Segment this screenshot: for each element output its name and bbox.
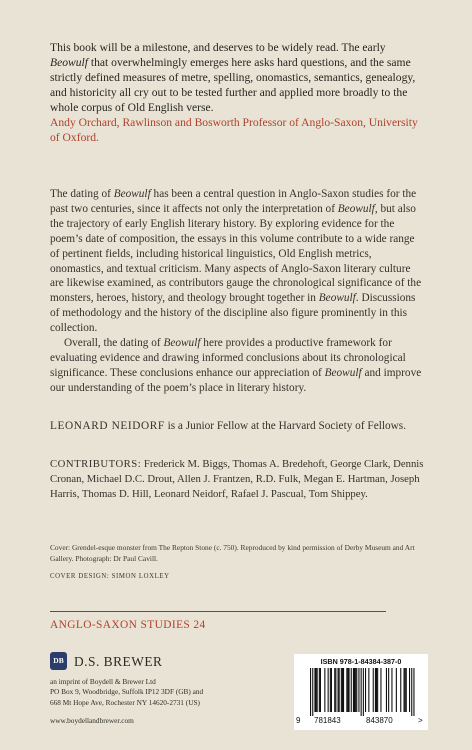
- barcode-bar: [319, 668, 320, 712]
- barcode-bar: [365, 668, 366, 712]
- barcode-bar: [328, 668, 329, 712]
- barcode-bar: [342, 668, 343, 712]
- barcode-digit-group: 781843: [314, 716, 341, 725]
- description-blurb: [50, 187, 425, 396]
- blurb-text: . Discussions of methodology and the history of the discipline also figure prominently in this collection.: [50, 292, 416, 335]
- barcode-bar: [316, 668, 317, 712]
- barcode-bar: [376, 668, 377, 712]
- contributors-list: [50, 457, 425, 502]
- author-bio-text: is a Junior Fellow at the Harvard Society of Fellows.: [164, 420, 407, 432]
- barcode-bar: [312, 668, 313, 716]
- blurb-text: and improve our understanding of the poem’s place in literary history.: [50, 366, 422, 394]
- barcode-bar: [335, 668, 336, 712]
- contributors-label: CONTRIBUTORS:: [50, 458, 142, 470]
- publisher-address: [50, 677, 203, 708]
- barcode-bar: [353, 668, 354, 712]
- quote-text-start: This book will be a milestone, and deserves to be widely read. The early: [50, 41, 386, 54]
- cover-credit: Cover: Grendel-esque monster from The Repton Stone (c. 750). Reproduced by kind permission of Derby Museum and Art Gallery. Photograph: Dr Paul Cavill.: [50, 543, 415, 563]
- divider-rule: [50, 611, 386, 612]
- barcode-bar: [343, 668, 344, 712]
- blurb-text: Overall, the dating of: [64, 337, 164, 350]
- barcode-bar: [320, 668, 321, 712]
- barcode-bar: [411, 668, 412, 716]
- publisher-name: D.S. BREWER: [74, 654, 163, 669]
- barcode-bar: [388, 668, 389, 712]
- barcode-bar: [334, 668, 335, 712]
- barcode-digit-group: 843870: [366, 716, 393, 725]
- barcode-bar: [314, 668, 315, 712]
- barcode-bar: [347, 668, 348, 712]
- barcode-bar: [405, 668, 406, 712]
- barcode-bar: [339, 668, 340, 712]
- blurb-text: has been a central question in Anglo-Saxon studies for the past two centuries, since it affects not only the interpretation of: [50, 188, 417, 215]
- barcode-digit-group: 9: [296, 716, 301, 725]
- isbn-barcode: [294, 654, 428, 730]
- barcode-bar: [358, 668, 359, 712]
- barcode-bar: [373, 668, 374, 712]
- barcode-bar: [400, 668, 401, 712]
- address-line: 668 Mt Hope Ave, Rochester NY 14620-2731 (US): [50, 697, 200, 707]
- barcode-bar: [355, 668, 356, 712]
- barcode-bar: [351, 668, 352, 712]
- barcode-bar: [338, 668, 339, 712]
- barcode-bar: [404, 668, 405, 712]
- barcode-bar: [375, 668, 376, 712]
- address-line: an imprint of Boydell & Brewer Ltd: [50, 677, 156, 686]
- barcode-bar: [317, 668, 318, 712]
- book-title-italic: Beowulf: [318, 292, 356, 305]
- blurb-paragraph-1: [50, 187, 425, 336]
- barcode-bars: [304, 668, 418, 716]
- barcode-bar: [331, 668, 332, 712]
- barcode-bar: [413, 668, 414, 716]
- barcode-bar: [346, 668, 347, 712]
- barcode-bar: [330, 668, 331, 712]
- barcode-bar: [354, 668, 355, 712]
- barcode-bar: [368, 668, 369, 712]
- blurb-paragraph-2: [50, 336, 425, 396]
- author-name: LEONARD NEIDORF: [50, 420, 165, 432]
- barcode-bar: [380, 668, 381, 712]
- publisher-logo-icon: DB: [50, 652, 67, 670]
- barcode-bar: [406, 668, 407, 712]
- barcode-bar: [361, 668, 362, 716]
- cover-design-credit: COVER DESIGN: SIMON LOXLEY: [50, 573, 170, 580]
- contributors-names: Frederick M. Biggs, Thomas A. Bredehoft, George Clark, Dennis Cronan, Michael D.C. Drout, Allen J. Frantzen, R.D. Fulk, Megan E. Hartman, Joseph Harris, Thomas D. Hill, Leonard Neidorf, Rafael J. Pascual, Tom Shippey.: [50, 458, 424, 500]
- blurb-text: , but also the trajectory of early English literary history. By exploring evidence for the poem’s date of composition, the essays in this volume contribute to a wide range of pertinent fields, including historical linguistics, Old English metrics, onomastics, and textual criticism. Many aspects of Anglo-Saxon literary culture are likewise examined, as contributors gauge the chronological significance of the monsters, heroes, history, and theology brought together in: [50, 202, 422, 305]
- series-title: ANGLO-SAXON STUDIES 24: [50, 619, 206, 631]
- publisher-website: www.boydellandbrewer.com: [50, 716, 134, 725]
- book-title-italic: Beowulf: [163, 337, 201, 350]
- barcode-bar: [310, 668, 311, 716]
- barcode-bar: [363, 668, 364, 716]
- book-title-italic: Beowulf: [113, 188, 151, 200]
- address-line: PO Box 9, Woodbridge, Suffolk IP12 3DF (GB) and: [50, 687, 204, 697]
- blurb-text: The dating of: [50, 188, 114, 200]
- barcode-bar: [349, 668, 350, 712]
- book-title-italic: Beowulf: [337, 202, 375, 215]
- barcode-bar: [409, 668, 410, 712]
- author-bio: [50, 419, 425, 434]
- blurb-text: here provides a productive framework for evaluating evidence and drawing informed conclusions about its chronological significance. These conclusions enhance our appreciation of: [50, 337, 406, 379]
- endorsement-quote: [50, 40, 425, 145]
- barcode-bar: [377, 668, 378, 712]
- barcode-bar: [324, 668, 325, 712]
- barcode-bar: [356, 668, 357, 712]
- barcode-arrow: >: [418, 716, 423, 725]
- barcode-bar: [396, 668, 397, 712]
- quote-book-title: Beowulf: [50, 56, 88, 69]
- barcode-bar: [391, 668, 392, 712]
- quote-attribution: Andy Orchard, Rawlinson and Bosworth Professor of Anglo-Saxon, University of Oxford.: [50, 116, 418, 144]
- barcode-bar: [341, 668, 342, 712]
- isbn-label: ISBN 978-1-84384-387-0: [320, 657, 402, 666]
- quote-text-rest: that overwhelmingly emerges here asks hard questions, and the same strictly defined measures of metre, spelling, onomastics, semantics, genealogy, and historicity all cry out to be tested further and applied more broadly to the whole corpus of Old English verse.: [50, 56, 416, 114]
- book-title-italic: Beowulf: [324, 366, 362, 379]
- barcode-bar: [386, 668, 387, 712]
